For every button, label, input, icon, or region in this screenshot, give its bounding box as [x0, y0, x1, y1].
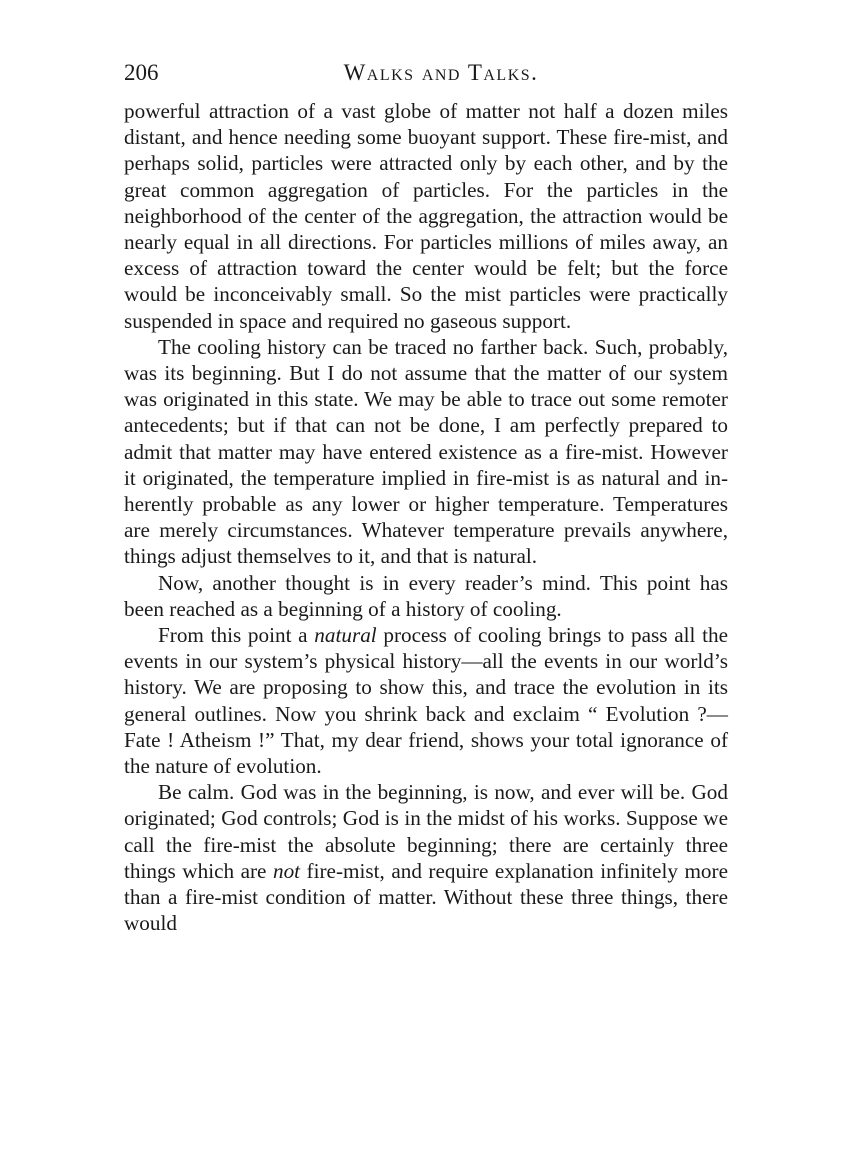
- paragraph-text: fire-mist, and require explanation infinitely more than a fire-mist condition of matter. Without these three things, there would: [124, 858, 728, 936]
- paragraph: [124, 98, 728, 334]
- paragraph-text: process of cooling brings to pass all the events in our system’s physical history—all the events in our world’s history. We are proposing to show this, and trace the evolution in its general outlines. Now you shrink back and exclaim “ Evolution ?—Fate ! Atheism !” That, my dear friend, shows your total ignorance of the nature of evolution.: [124, 623, 729, 779]
- paragraph: [124, 334, 728, 570]
- paragraph-text: powerful attraction of a vast globe of matter not half a dozen miles distant, and hence needing some buoyant support. These fire-mist, and perhaps solid, particles were attracted only by each other, and by the great common aggregation of particles. For the particles in the neighborhood of the center of the aggregation, the attraction would be nearly equal in all directions. For particles millions of miles away, an excess of attraction toward the center would be felt; but the force would be inconceivably small. So the mist particles were practically suspended in space and required no gaseous support.: [124, 99, 728, 333]
- emphasis-text: natural: [314, 623, 377, 648]
- paragraph-text: Now, another thought is in every reader’s mind. This point has been reached as a beginning of a history of cooling.: [124, 570, 728, 621]
- page-number: 206: [124, 60, 159, 85]
- body-text: [124, 98, 728, 937]
- paragraph: [124, 622, 728, 779]
- running-title: Walks and Talks.: [343, 60, 539, 85]
- running-head: [124, 58, 728, 98]
- paragraph-text: The cooling history can be traced no farther back. Such, probably, was its beginning. But I do not assume that the matter of our system was originated in this state. We may be able to trace out some remoter antecedents; but if that can not be done, I am perfectly prepared to admit that matter may have entered existence as a fire-mist. However it originated, the temperature implied in fire-mist is as natural and inherently probable as any lower or higher temperature. Temperatures are merely circumstances. Whatever temperature prevails anywhere, things adjust themselves to it, and that is natural.: [124, 334, 728, 569]
- emphasis-text: not: [272, 858, 301, 883]
- book-page: [124, 58, 728, 937]
- paragraph-text: Be calm. God was in the beginning, is now, and ever will be. God originated; God controls; God is in the midst of his works. Suppose we call the fire-mist the absolute beginning; there are certainly three things which are: [124, 780, 728, 883]
- paragraph: [124, 779, 728, 936]
- paragraph-text: From this point a: [158, 623, 315, 648]
- paragraph: [124, 570, 728, 622]
